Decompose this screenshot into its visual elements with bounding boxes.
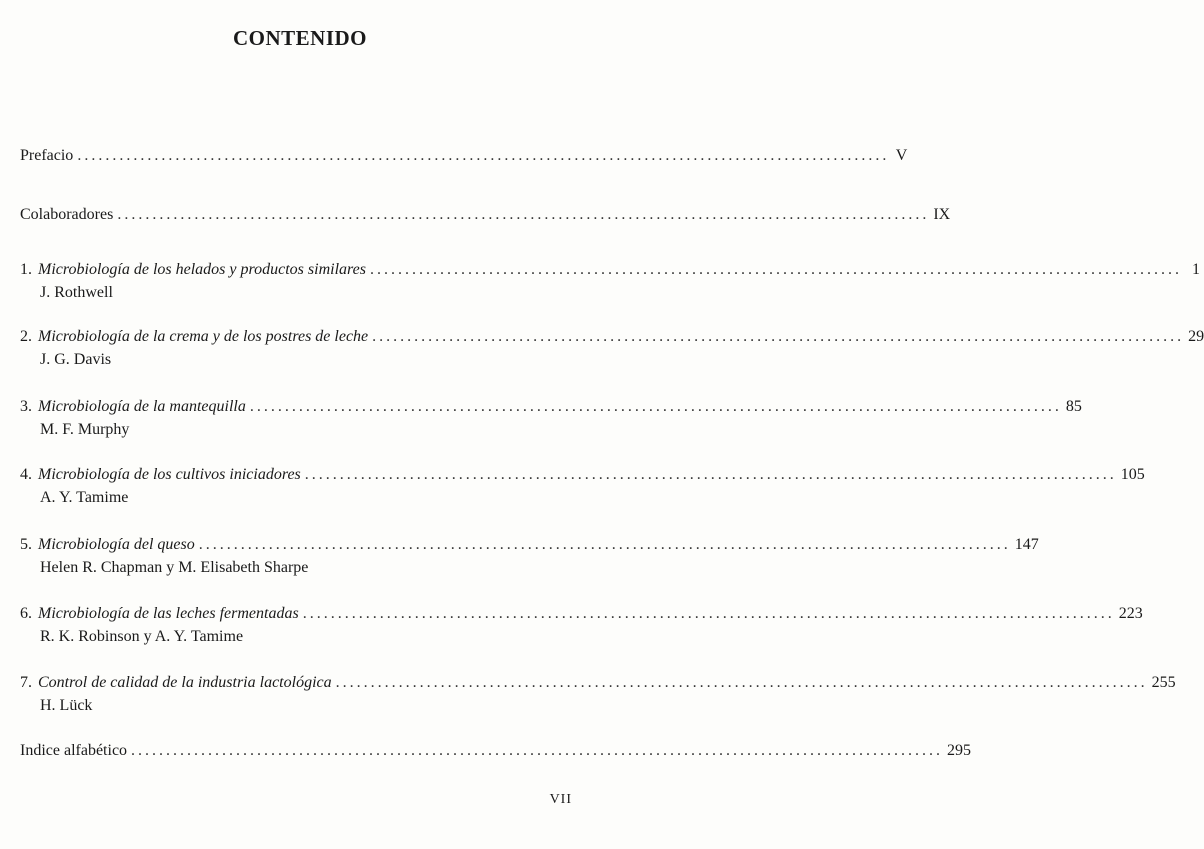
toc-page-number: V xyxy=(895,147,908,164)
toc-entry-chapter-6 xyxy=(20,604,1143,647)
toc-label: Colaboradores xyxy=(20,206,114,223)
toc-page-number: 85 xyxy=(1065,398,1082,415)
toc-line xyxy=(20,673,1176,693)
chapter-title: Microbiología de los cultivos iniciadores xyxy=(38,466,301,483)
leader-dots: .................................................................................................................... xyxy=(249,398,1062,415)
toc-page-number: 1 xyxy=(1191,261,1200,278)
toc-page-number: IX xyxy=(933,206,951,223)
toc-page-number: 29 xyxy=(1188,328,1204,345)
chapter-number: 7. xyxy=(20,674,32,691)
toc-label: Indice alfabético xyxy=(20,742,128,759)
toc-entry-chapter-1 xyxy=(20,260,1200,303)
toc-line xyxy=(20,604,1143,624)
chapter-title: Microbiología de la crema y de los postres de leche xyxy=(38,328,369,345)
toc-line xyxy=(20,397,1082,417)
toc-line xyxy=(20,205,951,225)
chapter-author: H. Lück xyxy=(40,697,93,714)
chapter-author: R. K. Robinson y A. Y. Tamime xyxy=(40,628,244,645)
leader-dots: .................................................................................................................... xyxy=(77,147,890,164)
toc-line xyxy=(20,535,1039,555)
toc-label: Prefacio xyxy=(20,147,74,164)
chapter-author: Helen R. Chapman y M. Elisabeth Sharpe xyxy=(40,559,309,576)
chapter-author: M. F. Murphy xyxy=(40,421,130,438)
chapter-title: Microbiología de las leches fermentadas xyxy=(38,605,299,622)
toc-entry-chapter-7 xyxy=(20,673,1176,716)
page-folio: VII xyxy=(549,792,572,807)
chapter-number: 5. xyxy=(20,536,32,553)
toc-entry-prefacio xyxy=(20,146,908,166)
toc-page-number: 147 xyxy=(1014,536,1039,553)
toc-page-number: 105 xyxy=(1120,466,1145,483)
chapter-number: 4. xyxy=(20,466,32,483)
toc-line xyxy=(20,327,1204,347)
chapter-number: 3. xyxy=(20,398,32,415)
toc-entry-chapter-4 xyxy=(20,465,1145,508)
leader-dots: .................................................................................................................... xyxy=(335,674,1148,691)
toc-entry-colaboradores xyxy=(20,205,951,225)
chapter-number: 6. xyxy=(20,605,32,622)
leader-dots: .................................................................................................................... xyxy=(369,261,1182,278)
chapter-author: J. Rothwell xyxy=(40,284,113,301)
chapter-number: 2. xyxy=(20,328,32,345)
toc-page-number: 295 xyxy=(947,742,972,759)
toc-entry-indice xyxy=(20,741,972,761)
leader-dots: .................................................................................................................... xyxy=(304,466,1117,483)
chapter-title: Microbiología de la mantequilla xyxy=(38,398,246,415)
leader-dots: .................................................................................................................... xyxy=(372,328,1185,345)
toc-line xyxy=(20,146,908,166)
page-title: CONTENIDO xyxy=(232,26,368,50)
toc-page-number: 223 xyxy=(1118,605,1143,622)
toc-line xyxy=(20,465,1145,485)
leader-dots: .................................................................................................................... xyxy=(117,206,930,223)
toc-line xyxy=(20,741,972,761)
toc-entry-chapter-5 xyxy=(20,535,1039,578)
toc-line xyxy=(20,260,1200,280)
chapter-title: Control de calidad de la industria lactológica xyxy=(38,674,332,691)
leader-dots: .................................................................................................................... xyxy=(302,605,1115,622)
leader-dots: .................................................................................................................... xyxy=(131,742,944,759)
toc-page-number: 255 xyxy=(1151,674,1176,691)
toc-entry-chapter-3 xyxy=(20,397,1082,440)
chapter-number: 1. xyxy=(20,261,32,278)
toc-entry-chapter-2 xyxy=(20,327,1204,370)
chapter-author: J. G. Davis xyxy=(40,351,112,368)
leader-dots: .................................................................................................................... xyxy=(198,536,1011,553)
chapter-author: A. Y. Tamime xyxy=(40,489,129,506)
chapter-title: Microbiología del queso xyxy=(38,536,195,553)
chapter-title: Microbiología de los helados y productos similares xyxy=(38,261,366,278)
